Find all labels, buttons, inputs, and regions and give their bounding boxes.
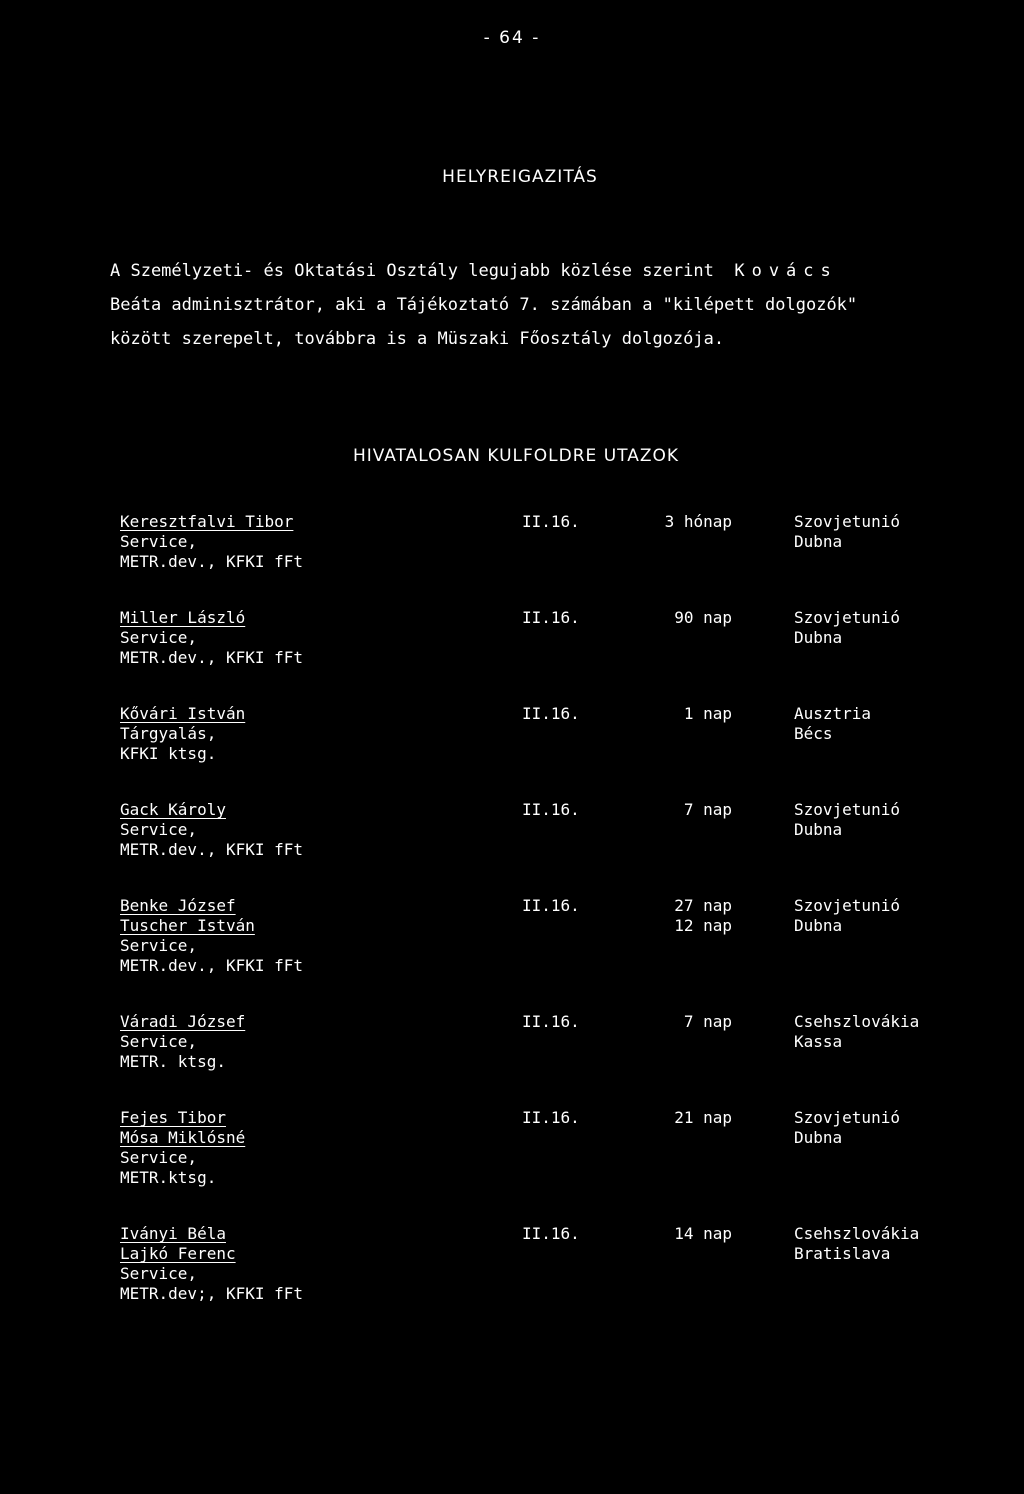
travel-destination: Dubna: [794, 532, 843, 551]
traveler-detail: METR.dev., KFKI fFt: [120, 956, 304, 975]
destination-column: [794, 1012, 919, 1052]
travel-date: II.16.: [522, 1108, 580, 1127]
date-column: [522, 1012, 580, 1032]
destination-column: [794, 1108, 900, 1148]
correction-notice: [110, 254, 970, 356]
travel-destination: Szovjetunió: [794, 512, 900, 531]
duration-column: [632, 1108, 732, 1128]
traveler-column: [120, 512, 303, 572]
travel-duration: 90 nap: [674, 608, 732, 627]
traveler-detail: METR.ktsg.: [120, 1168, 217, 1187]
traveler-column: [120, 1224, 303, 1304]
traveler-detail: Service,: [120, 628, 198, 647]
traveler-name: Keresztfalvi Tibor: [120, 512, 294, 531]
travel-duration: 14 nap: [674, 1224, 732, 1243]
traveler-detail: Service,: [120, 532, 198, 551]
travel-destination: Csehszlovákia: [794, 1012, 920, 1031]
travel-title: HIVATALOSAN KULFOLDRE UTAZOK: [352, 446, 680, 466]
date-column: [522, 512, 580, 532]
travel-destination: Ausztria: [794, 704, 872, 723]
destination-column: [794, 896, 900, 936]
travel-destination: Kassa: [794, 1032, 843, 1051]
correction-line-2: Beáta adminisztrátor, aki a Tájékoztató 7. számában a "kilépett dolgozók": [110, 295, 858, 315]
duration-column: [632, 512, 732, 532]
date-column: [522, 704, 580, 724]
travel-destination: Szovjetunió: [794, 1108, 900, 1127]
date-column: [522, 1108, 580, 1128]
travel-duration: 1 nap: [683, 704, 732, 723]
destination-column: [794, 800, 900, 840]
travel-duration: 12 nap: [674, 916, 732, 935]
travel-destination: Csehszlovákia: [794, 1224, 920, 1243]
traveler-column: [120, 896, 303, 976]
travel-date: II.16.: [522, 896, 580, 915]
traveler-name: Váradi József: [120, 1012, 246, 1031]
travel-duration: 7 nap: [683, 1012, 732, 1031]
traveler-name: Benke József: [120, 896, 236, 915]
travel-duration: 7 nap: [683, 800, 732, 819]
traveler-detail: Tárgyalás,: [120, 724, 217, 743]
date-column: [522, 608, 580, 628]
traveler-detail: METR.dev., KFKI fFt: [120, 552, 304, 571]
travel-destination: Dubna: [794, 1128, 843, 1147]
traveler-detail: Service,: [120, 1148, 198, 1167]
traveler-name: Iványi Béla: [120, 1224, 226, 1243]
correction-line-3: között szerepelt, továbbra is a Müszaki Főosztály dolgozója.: [110, 329, 725, 349]
travel-duration: 27 nap: [674, 896, 732, 915]
traveler-detail: METR.dev;, KFKI fFt: [120, 1284, 304, 1303]
travel-destination: Szovjetunió: [794, 896, 900, 915]
correction-line-1: [110, 254, 970, 288]
traveler-name: Lajkó Ferenc: [120, 1244, 236, 1263]
traveler-name: Miller László: [120, 608, 246, 627]
duration-column: [632, 800, 732, 820]
travel-duration: 21 nap: [674, 1108, 732, 1127]
destination-column: [794, 608, 900, 648]
correction-surname: Kovács: [734, 261, 838, 281]
duration-column: [632, 896, 732, 936]
duration-column: [632, 1012, 732, 1032]
travel-date: II.16.: [522, 704, 580, 723]
travel-destination: Bécs: [794, 724, 833, 743]
travel-destination: Szovjetunió: [794, 608, 900, 627]
travel-destination: Dubna: [794, 916, 843, 935]
travel-destination: Dubna: [794, 628, 843, 647]
traveler-detail: KFKI ktsg.: [120, 744, 217, 763]
travel-destination: Bratislava: [794, 1244, 891, 1263]
traveler-name: Mósa Miklósné: [120, 1128, 246, 1147]
traveler-column: [120, 800, 303, 860]
travel-destination: Szovjetunió: [794, 800, 900, 819]
travel-duration: 3 hónap: [664, 512, 732, 531]
traveler-column: [120, 1012, 245, 1072]
traveler-detail: Service,: [120, 1264, 198, 1283]
date-column: [522, 896, 580, 916]
traveler-detail: Service,: [120, 936, 198, 955]
traveler-column: [120, 704, 245, 764]
travel-date: II.16.: [522, 512, 580, 531]
travel-date: II.16.: [522, 608, 580, 627]
traveler-detail: METR.dev., KFKI fFt: [120, 648, 304, 667]
correction-title: HELYREIGAZITÁS: [442, 167, 598, 187]
duration-column: [632, 1224, 732, 1244]
travel-date: II.16.: [522, 1224, 580, 1243]
date-column: [522, 1224, 580, 1244]
traveler-name: Gack Károly: [120, 800, 226, 819]
correction-line-1-text: A Személyzeti- és Oktatási Osztály legujabb közlése szerint: [110, 261, 714, 281]
traveler-detail: Service,: [120, 820, 198, 839]
duration-column: [632, 704, 732, 724]
destination-column: [794, 512, 900, 552]
travel-destination: Dubna: [794, 820, 843, 839]
destination-column: [794, 704, 871, 744]
traveler-name: Kővári István: [120, 704, 246, 723]
traveler-detail: Service,: [120, 1032, 198, 1051]
traveler-name: Fejes Tibor: [120, 1108, 226, 1127]
traveler-detail: METR.dev., KFKI fFt: [120, 840, 304, 859]
travel-date: II.16.: [522, 1012, 580, 1031]
destination-column: [794, 1224, 919, 1264]
traveler-detail: METR. ktsg.: [120, 1052, 226, 1071]
traveler-column: [120, 608, 303, 668]
travel-date: II.16.: [522, 800, 580, 819]
page-number: - 64 -: [483, 28, 541, 48]
date-column: [522, 800, 580, 820]
traveler-column: [120, 1108, 245, 1188]
duration-column: [632, 608, 732, 628]
traveler-name: Tuscher István: [120, 916, 255, 935]
